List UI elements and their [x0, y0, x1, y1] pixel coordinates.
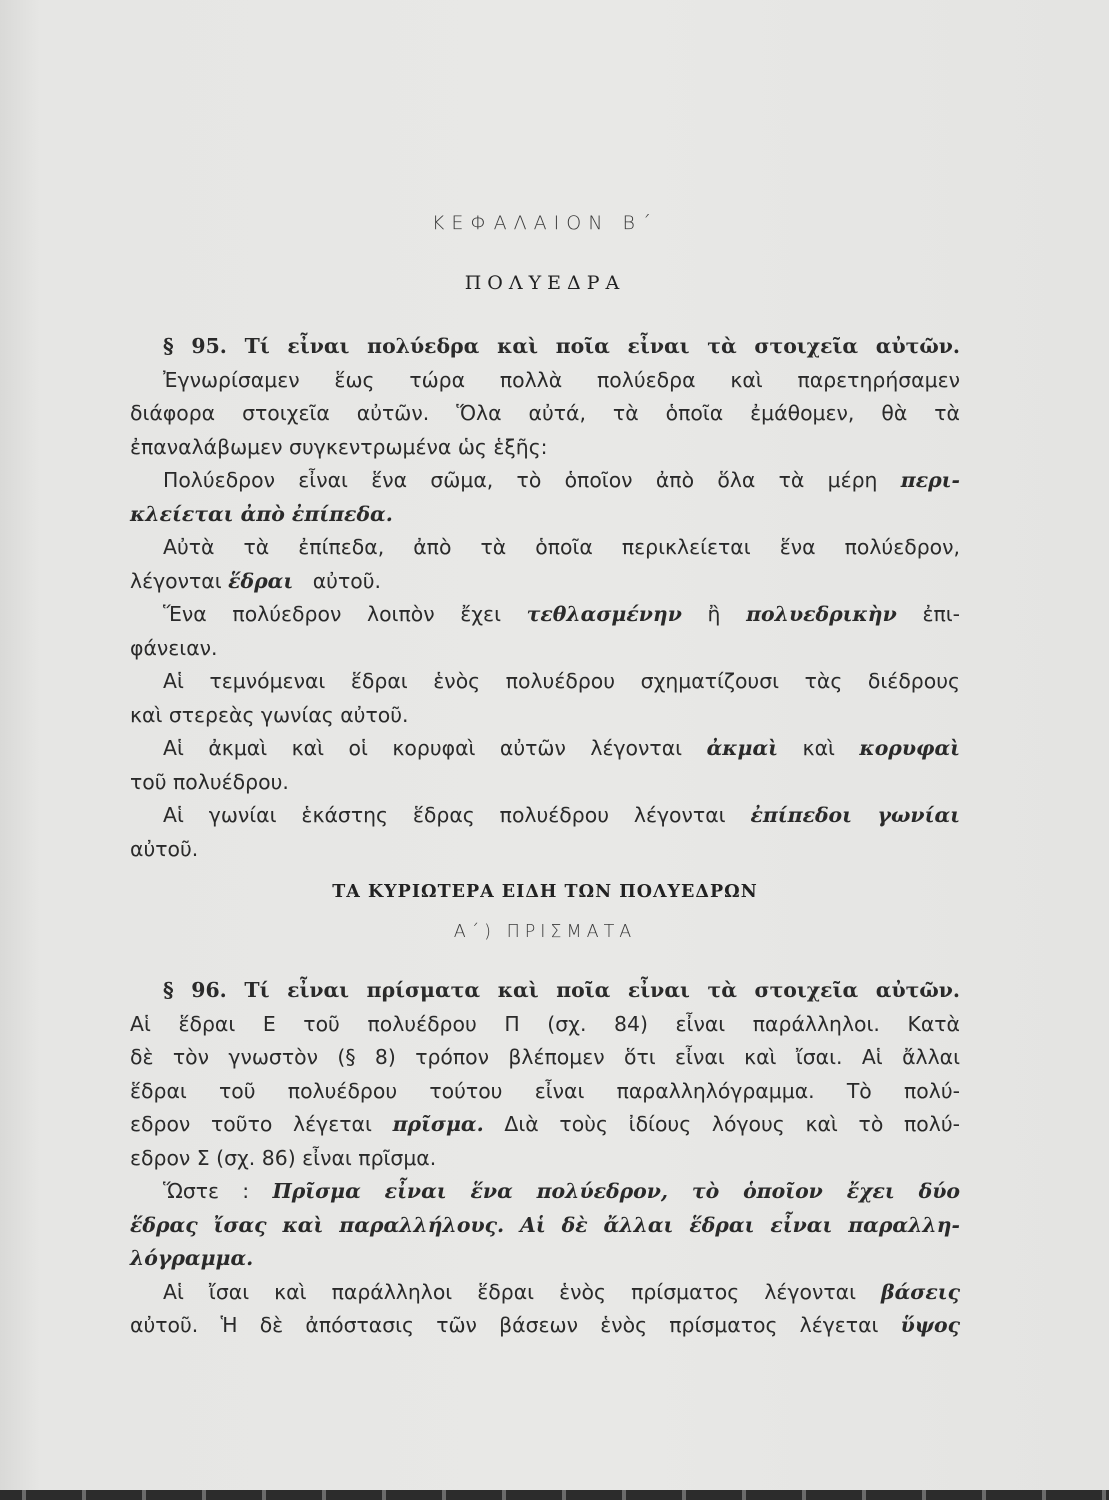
section-95: [130, 330, 960, 866]
paragraph-line: Ἐγνωρίσαμεν ἕως τώρα πολλὰ πολύεδρα καὶ παρετηρήσαμεν: [163, 367, 960, 392]
emphasis-term: περι-: [900, 468, 960, 492]
paragraph-line: ἐπαναλάβωμεν συγκεντρωμένα ὡς ἑξῆς:: [130, 434, 548, 459]
emphasis-term: πολυεδρικὴν: [746, 602, 897, 626]
definition-line: [130, 1175, 960, 1209]
paragraph-line: διάφορα στοιχεῖα αὐτῶν. Ὅλα αὐτά, τὰ ὁποῖα ἐμάθομεν, θὰ τὰ: [130, 401, 960, 425]
text-run: Αἱ γωνίαι ἑκάστης ἕδρας πολυέδρου λέγονται: [163, 803, 726, 827]
paragraph-line: [130, 1276, 960, 1310]
text-run: καὶ: [802, 736, 835, 760]
paragraph-line: [130, 1108, 960, 1142]
text-run: Πολύεδρον εἶναι ἕνα σῶμα, τὸ ὁποῖον ἀπὸ ὅλα τὰ μέρη: [163, 468, 878, 492]
paragraph-line: εδρον Σ (σχ. 86) εἶναι πρῖσμα.: [130, 1145, 437, 1170]
emphasis-term: κορυφαὶ: [859, 736, 961, 760]
chapter-heading: ΚΕΦΑΛΑΙΟΝ Β΄: [431, 212, 659, 234]
text-run: ἢ: [707, 602, 721, 626]
paragraph-line: αὐτοῦ.: [130, 836, 199, 861]
paragraph-line: [130, 598, 960, 632]
text-run: Ἕνα πολύεδρον λοιπὸν ἔχει: [163, 602, 501, 626]
paragraph-line: Αἱ ἕδραι Ε τοῦ πολυέδρου Π (σχ. 84) εἶναι παράλληλοι. Κατὰ: [130, 1011, 960, 1036]
paragraph-line: [130, 732, 960, 766]
text-run: αὐτοῦ.: [312, 568, 381, 593]
subsection-title: Α΄) ΠΡΙΣΜΑΤΑ: [453, 922, 637, 942]
paragraph-line: [130, 565, 960, 599]
text-run: εδρον τοῦτο λέγεται: [130, 1112, 372, 1136]
scan-edge-strip: [0, 1490, 1109, 1500]
text-run: ἐπι-: [922, 602, 961, 626]
page-content: [130, 212, 960, 1343]
paragraph-line: Αὐτὰ τὰ ἐπίπεδα, ἀπὸ τὰ ὁποῖα περικλείεται ἕνα πολύεδρον,: [163, 535, 960, 559]
chapter-title: ΠΟΛΥΕΔΡΑ: [464, 272, 626, 294]
section-95-heading: § 95. Τί εἶναι πολύεδρα καὶ ποῖα εἶναι τὰ στοιχεῖα αὐτῶν.: [163, 334, 960, 358]
paragraph-line: ἕδραι τοῦ πολυέδρου τούτου εἶναι παραλληλόγραμμα. Τὸ πολύ-: [130, 1078, 960, 1103]
definition-text: λόγραμμα.: [130, 1246, 254, 1270]
definition-text: ἕδρας ἴσας καὶ παραλλήλους. Αἱ δὲ ἄλλαι ἕδραι εἶναι παραλλη-: [130, 1212, 960, 1237]
text-run: Αἱ ἀκμαὶ καὶ οἱ κορυφαὶ αὐτῶν λέγονται: [163, 736, 683, 760]
emphasis-term: κλείεται ἀπὸ ἐπίπεδα.: [130, 501, 393, 526]
paragraph-line: [130, 799, 960, 833]
emphasis-term: ἐπίπεδοι γωνίαι: [750, 803, 960, 827]
paragraph-line: [130, 464, 960, 498]
text-run: Ὥστε :: [163, 1179, 250, 1203]
paragraph-line: Αἱ τεμνόμεναι ἕδραι ἑνὸς πολυέδρου σχηματίζουσι τὰς διέδρους: [163, 669, 960, 693]
emphasis-term: τεθλασμένην: [526, 602, 682, 626]
section-title: ΤΑ ΚΥΡΙΩΤΕΡΑ ΕΙΔΗ ΤΩΝ ΠΟΛΥΕΔΡΩΝ: [332, 882, 758, 902]
definition-text: Πρῖσμα εἶναι ἕνα πολύεδρον, τὸ ὁποῖον ἔχει δύο: [272, 1179, 961, 1203]
paragraph-line: δὲ τὸν γνωστὸν (§ 8) τρόπον βλέπομεν ὅτι εἶναι καὶ ἴσαι. Αἱ ἄλλαι: [130, 1045, 960, 1069]
paragraph-line: τοῦ πολυέδρου.: [130, 769, 289, 794]
paragraph-line: [130, 1309, 960, 1343]
emphasis-term: ἀκμαὶ: [706, 736, 779, 760]
text-run: λέγονται: [130, 568, 222, 593]
paragraph-line: καὶ στερεὰς γωνίας αὐτοῦ.: [130, 702, 409, 727]
paragraph-line: φάνειαν.: [130, 635, 218, 660]
emphasis-term: ἕδραι: [228, 568, 294, 593]
text-run: Διὰ τοὺς ἰδίους λόγους καὶ τὸ πολύ-: [504, 1112, 961, 1136]
section-96: [130, 974, 960, 1343]
section-96-heading: § 96. Τί εἶναι πρίσματα καὶ ποῖα εἶναι τὰ στοιχεῖα αὐτῶν.: [163, 978, 960, 1002]
emphasis-term: βάσεις: [881, 1279, 960, 1304]
emphasis-term: πρῖσμα.: [392, 1112, 484, 1136]
text-run: αὐτοῦ. Ἡ δὲ ἀπόστασις τῶν βάσεων ἑνὸς πρίσματος λέγεται: [130, 1313, 879, 1337]
emphasis-term: ὕψος: [900, 1313, 960, 1337]
text-run: Αἱ ἴσαι καὶ παράλληλοι ἕδραι ἑνὸς πρίσματος λέγονται: [163, 1279, 856, 1304]
